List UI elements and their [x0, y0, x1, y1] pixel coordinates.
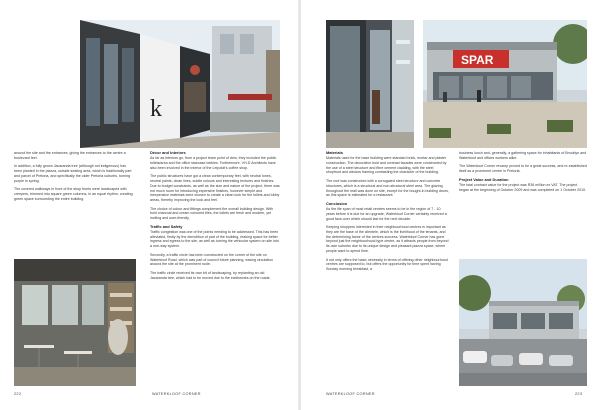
body-paragraph: The total contract value for the project was R36 million ex VAT. The project began at the beginning of October 2009 and was completed on 1 October 2010.: [459, 183, 587, 192]
spar-exterior-photo: [423, 20, 587, 148]
cafe-interior-illustration: [14, 259, 136, 386]
body-paragraph: around the site and the entrances, giving the entrances to the centre a boulevard feel.: [14, 151, 126, 160]
body-paragraph: Secondly, a traffic circle has been constructed on the corner of the site on Waterkloof Road, which was part of council future planning, easing circulation around the site at the prominent node.: [150, 252, 274, 267]
right-col-2: [459, 151, 587, 197]
section-heading-decor: Décor and Interiors: [150, 150, 186, 155]
storefront-photo: [80, 20, 280, 148]
body-paragraph: Traffic congestion was one of the points needing to be addressed. This has been alleviated, firstly by the demolition of part of the building, making space for better ingress and egress to the site, as well as turning the vehicular system on site into a one-way system.: [150, 230, 279, 249]
spar-sign-text: SPAR: [461, 53, 494, 67]
body-paragraph: The roof was constructed with a corrugated steel structure and concrete structures, which is a structural and non-structural steel area. The glazing throughout the mall was done on site, except for the bought-in building doors, as this space is estimated for a restaurant.: [326, 179, 449, 198]
right-col-1: [326, 151, 449, 276]
section-heading-conclusion: Conclusion: [326, 200, 348, 206]
body-paragraph: The covered walkways in front of the shop fronts were landscaped with creepers, trimmed into square green columns, in an equal rhythm, creating green space surrounding the entire building.: [14, 187, 133, 201]
body-paragraph: business lunch and, generally, a gathering space for inhabitants of Brooklyn and Waterkloof and offices workers alike.: [459, 151, 587, 160]
right-page: [300, 0, 600, 410]
body-paragraph: The choice of colour and fittings complement the overall building design. With bold charcoal and cream coloured tiles, the toilets are fresh and modern, yet inviting and user-friendly.: [150, 206, 274, 221]
body-paragraph: Materials used for the base building were standard brick, mortar and plaster construction. The decorative bold and contrast facades were constructed by the use of a steel structure and fibre cement cladding, with the steel shopfront and window framing contrasting the character of the building.: [326, 156, 447, 175]
walkway-photo: [326, 20, 414, 148]
left-col-1: [14, 151, 134, 205]
parking-lot-photo: [459, 259, 587, 386]
svg-text:k: k: [150, 96, 162, 122]
left-col-2: [150, 151, 280, 284]
parking-lot-illustration: [459, 259, 587, 386]
left-page-number: 222: [14, 392, 22, 396]
section-heading-materials: Materials: [326, 150, 343, 155]
body-paragraph: The traffic circle received its own bit of landscaping, by replanting an old Jacaranda tree, which had to be moved due to the earthworks on the roads.: [150, 270, 271, 280]
body-paragraph: In addition, a fully grown Jacaranda tree (although not indigenous) has been planted in the piazza, outside seating area, which is traditionally part and parcel of Pretoria, and specifically the older Pretoria suburbs, turning purple in spring.: [14, 164, 132, 183]
body-paragraph: The public structures have got a clean contemporary feel, with neutral tones, neutral paints, clean lines, subtle colours and interesting textures and finishes. Due to budget constraints, as well as the size and nature of the project, there was not much room for introducing expensive finishes, however simple and inexpensive materials were chosen to create a clean look for the toilets and lobby areas, thereby improving the look and feel.: [150, 174, 280, 202]
walkway-photo-illustration: [326, 20, 414, 148]
cafe-interior-photo: [14, 259, 136, 386]
spar-exterior-illustration: [423, 20, 587, 148]
section-heading-project: Project Value and Duration: [459, 176, 509, 182]
body-paragraph: Keeping shoppers interested in their neighbourhood centres is important as they are the base of the clientele, which is the livelihood of the tenants, and the determining factor of the centres success. Waterkloof Corner has gone beyond just the neighbourhood-type centre, as it attracts people from beyond its own suburbs due to its unique design and pleasant piazza space, where people want to spend time.: [326, 225, 449, 253]
body-paragraph: It not only offers the basic necessity in terms of offering other neighbourhood centres are supposed to, but offers the opportunity for time spent having Sunday morning breakfast, a: [326, 257, 448, 271]
body-paragraph: The Waterkloof Corner revamp proved to be a great success, and re-established itself as a prominent centre in Pretoria.: [459, 164, 587, 174]
left-running-title: WATERKLOOF CORNER: [152, 392, 201, 396]
body-paragraph: As far as interiors go, from a project team point of view, they included the public toilets/area and the office staircase lobbies. Furthermore, VH-D Architects have also been involved in the interior of the Leipoldt's coffee shop.: [150, 156, 277, 170]
right-running-title: WATERKLOOF CORNER: [326, 392, 375, 396]
right-page-number: 223: [575, 392, 583, 396]
body-paragraph: As the life span of most retail centres seems to be in the region of 7 - 10 years before it is due for an upgrade, Waterkloof Corner certainly received a good face-over which should last for the next decade.: [326, 207, 447, 221]
storefront-photo-illustration: [80, 20, 280, 148]
section-heading-traffic: Traffic and Safety: [150, 223, 183, 229]
